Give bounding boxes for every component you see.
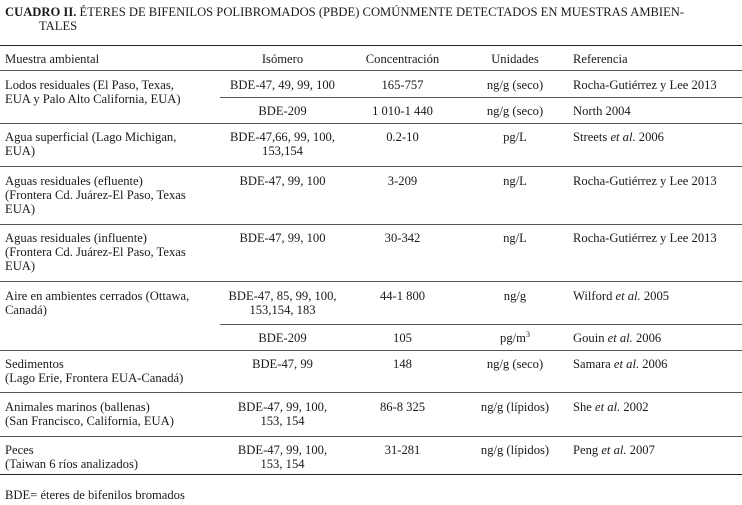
cell-muestra: [5, 289, 189, 317]
unidades-text: ng/g (seco): [486, 357, 544, 371]
cell-unidades: [460, 104, 570, 118]
unidades-text: pg/m: [500, 331, 526, 345]
referencia-pre: Wilford: [573, 289, 616, 303]
referencia-post: 2007: [626, 443, 655, 457]
cell-muestra: [5, 357, 183, 385]
muestra-line: Animales marinos (ballenas): [5, 400, 150, 414]
unidades-text: ng/g (lípidos): [480, 400, 550, 414]
header-isomero: Isómero: [261, 52, 304, 66]
header-unidades: Unidades: [491, 52, 539, 66]
cell-muestra: [5, 174, 186, 216]
cell-concentracion: 31-281: [384, 443, 421, 457]
cell-unidades: [460, 289, 570, 303]
muestra-line: Agua superficial (Lago Michigan,: [5, 130, 177, 144]
muestra-line: (Taiwan 6 ríos analizados): [5, 457, 139, 471]
cell-referencia: [573, 130, 664, 144]
table-caption: [5, 5, 740, 33]
cell-muestra: [5, 400, 174, 428]
row-divider: [0, 392, 742, 393]
muestra-line: (Frontera Cd. Juárez-El Paso, Texas: [5, 188, 186, 202]
cell-concentracion: 0.2-10: [386, 130, 419, 144]
row-divider: [0, 436, 742, 437]
isomero-line: BDE-47,66, 99, 100,: [230, 130, 335, 144]
referencia-pre: North 2004: [573, 104, 631, 118]
cell-concentracion: 86-8 325: [379, 400, 426, 414]
cell-referencia: [573, 400, 649, 414]
cell-concentracion: 3-209: [387, 174, 418, 188]
bottom-rule: [0, 474, 742, 475]
unidades-text: ng/L: [503, 231, 527, 245]
cell-muestra: [5, 443, 138, 471]
row-divider: [0, 166, 742, 167]
isomero-line: BDE-47, 99, 100,: [237, 400, 328, 414]
isomero-line: 153, 154: [260, 414, 305, 428]
cell-concentracion: 1 010-1 440: [372, 104, 433, 118]
header-rule: [0, 70, 742, 71]
cell-unidades: [460, 443, 570, 457]
isomero-line: BDE-209: [258, 104, 307, 118]
unidades-text: ng/L: [503, 174, 527, 188]
cell-isomero: [220, 231, 345, 245]
referencia-post: 2006: [632, 331, 662, 345]
row-divider: [0, 350, 742, 351]
muestra-line: EUA): [5, 259, 36, 273]
cell-unidades: [460, 231, 570, 245]
cell-isomero: [220, 443, 345, 471]
muestra-line: (Frontera Cd. Juárez-El Paso, Texas: [5, 245, 186, 259]
cell-unidades: [460, 130, 570, 144]
cell-muestra: [5, 231, 186, 273]
header-referencia: Referencia: [573, 52, 628, 66]
cell-isomero: [220, 104, 345, 118]
referencia-post: 2005: [640, 289, 670, 303]
header-concentracion: Concentración: [365, 52, 440, 66]
row-divider: [0, 281, 742, 282]
unidades-text: ng/g (seco): [486, 104, 544, 118]
cell-referencia: [573, 443, 655, 457]
muestra-line: EUA): [5, 144, 36, 158]
unidades-text: ng/g (lípidos): [480, 443, 550, 457]
caption-title-line1: ÉTERES DE BIFENILOS POLIBROMADOS (PBDE) COMÚNMENTE DETECTADOS EN MUESTRAS AMBIEN-: [79, 5, 685, 19]
cell-referencia: [573, 78, 717, 92]
cell-muestra: [5, 78, 181, 106]
isomero-line: BDE-47, 49, 99, 100: [230, 78, 335, 92]
referencia-post: 2002: [620, 400, 649, 414]
referencia-it: et al.: [615, 289, 641, 303]
unidades-text: pg/L: [503, 130, 527, 144]
isomero-line: 153, 154: [260, 457, 305, 471]
cell-unidades: [460, 174, 570, 188]
cell-muestra: [5, 130, 176, 158]
referencia-it: et al.: [595, 400, 621, 414]
cell-referencia: [573, 174, 717, 188]
muestra-line: Lodos residuales (El Paso, Texas,: [5, 78, 174, 92]
muestra-line: Canadá): [5, 303, 47, 317]
table-footnote: BDE= éteres de bifenilos bromados: [5, 488, 185, 502]
referencia-post: 2006: [635, 130, 664, 144]
referencia-pre: Rocha-Gutiérrez y Lee 2013: [573, 174, 717, 188]
referencia-it: et al.: [607, 331, 633, 345]
header-muestra: Muestra ambiental: [5, 52, 100, 66]
referencia-pre: Streets: [573, 130, 611, 144]
isomero-line: BDE-47, 99, 100: [239, 174, 326, 188]
cell-referencia: [573, 104, 631, 118]
isomero-line: BDE-209: [258, 331, 307, 345]
referencia-pre: Rocha-Gutiérrez y Lee 2013: [573, 78, 717, 92]
cell-isomero: [220, 357, 345, 371]
caption-title-line2: TALES: [39, 19, 78, 33]
cell-isomero: [220, 174, 345, 188]
cell-isomero: [220, 331, 345, 345]
cell-unidades: [460, 331, 570, 345]
referencia-pre: Rocha-Gutiérrez y Lee 2013: [573, 231, 717, 245]
muestra-line: Aire en ambientes cerrados (Ottawa,: [5, 289, 190, 303]
cell-referencia: [573, 331, 661, 345]
muestra-line: Aguas residuales (efluente): [5, 174, 143, 188]
cell-unidades: [460, 400, 570, 414]
row-divider: [220, 97, 742, 98]
cell-referencia: [573, 289, 669, 303]
referencia-pre: Gouin: [573, 331, 608, 345]
isomero-line: 153,154, 183: [249, 303, 316, 317]
isomero-line: BDE-47, 99, 100,: [237, 443, 328, 457]
row-divider: [0, 123, 742, 124]
cell-isomero: [220, 289, 345, 317]
cell-referencia: [573, 357, 667, 371]
cell-referencia: [573, 231, 717, 245]
cell-concentracion: 105: [393, 331, 412, 345]
cell-concentracion: 165-757: [381, 78, 424, 92]
isomero-line: BDE-47, 99, 100: [239, 231, 326, 245]
unidades-superscript: 3: [525, 329, 530, 339]
cell-isomero: [220, 400, 345, 428]
cell-unidades: [460, 357, 570, 371]
referencia-it: et al.: [613, 357, 640, 371]
muestra-line: Aguas residuales (influente): [5, 231, 147, 245]
top-rule: [0, 45, 742, 46]
referencia-it: et al.: [601, 443, 627, 457]
muestra-line: (San Francisco, California, EUA): [5, 414, 174, 428]
cell-concentracion: 148: [393, 357, 412, 371]
cell-concentracion: 30-342: [384, 231, 421, 245]
caption-label: CUADRO II.: [5, 5, 77, 19]
cell-isomero: [220, 130, 345, 158]
referencia-pre: Peng: [573, 443, 602, 457]
cell-isomero: [220, 78, 345, 92]
muestra-line: Peces: [5, 443, 34, 457]
isomero-line: 153,154: [262, 144, 303, 158]
referencia-it: et al.: [610, 130, 636, 144]
referencia-pre: She: [573, 400, 596, 414]
unidades-text: ng/g: [503, 289, 527, 303]
referencia-pre: Samara: [573, 357, 614, 371]
muestra-line: EUA): [5, 202, 36, 216]
referencia-post: 2006: [639, 357, 668, 371]
row-divider: [0, 224, 742, 225]
isomero-line: BDE-47, 99: [252, 357, 313, 371]
muestra-line: Sedimentos: [5, 357, 64, 371]
muestra-line: EUA y Palo Alto California, EUA): [5, 92, 181, 106]
row-divider: [220, 324, 742, 325]
cell-concentracion: 44-1 800: [379, 289, 426, 303]
cell-unidades: [460, 78, 570, 92]
unidades-text: ng/g (seco): [486, 78, 544, 92]
isomero-line: BDE-47, 85, 99, 100,: [228, 289, 337, 303]
muestra-line: (Lago Erie, Frontera EUA-Canadá): [5, 371, 184, 385]
